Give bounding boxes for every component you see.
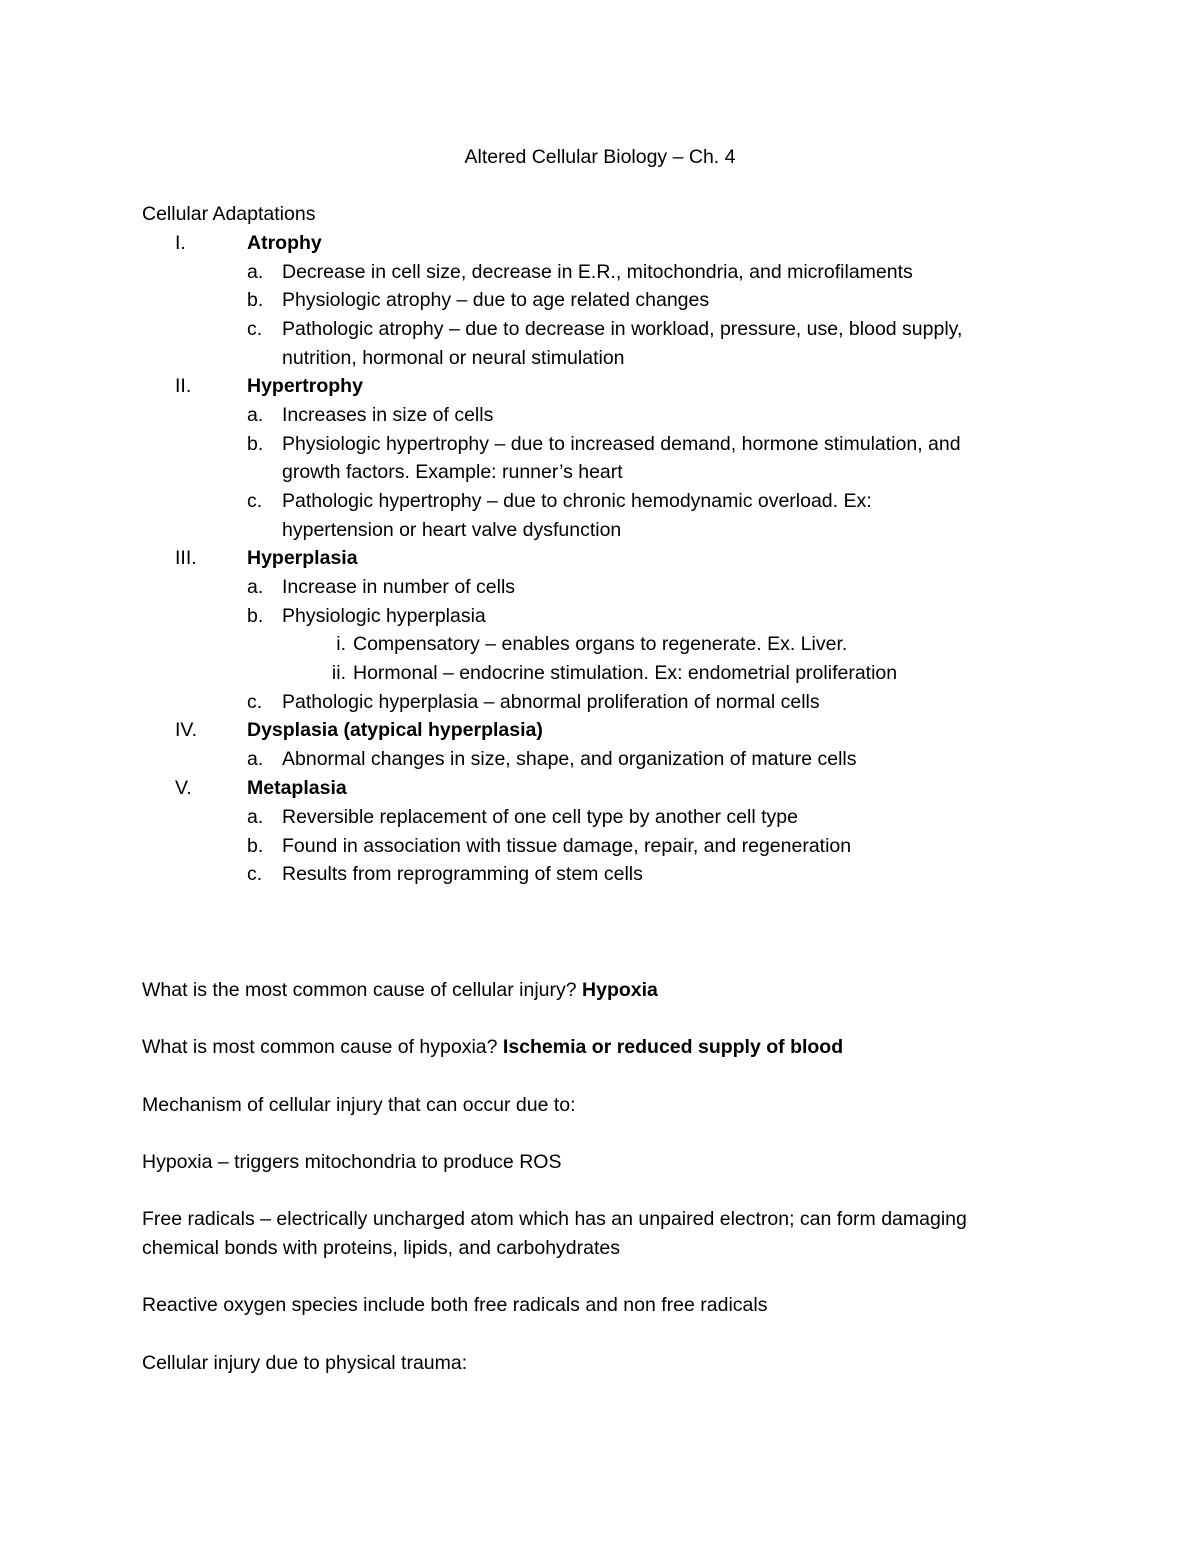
outline-heading: Atrophy (247, 232, 322, 254)
outline-item-text: Decrease in cell size, decrease in E.R., mitochondria, and microfilaments (282, 261, 913, 283)
outline-subitem-numeral: i. (336, 633, 346, 655)
ros-line: Reactive oxygen species include both free radicals and non free radicals (142, 1294, 768, 1316)
outline-numeral: I. (175, 232, 186, 254)
outline-subitem-text: Hormonal – endocrine stimulation. Ex: endometrial proliferation (353, 662, 898, 684)
outline-item-text: Increases in size of cells (282, 404, 494, 426)
outline-item-letter: c. (247, 691, 263, 713)
outline-item-text: Pathologic atrophy – due to decrease in workload, pressure, use, blood supply, (282, 318, 963, 340)
outline-item-text: Results from reprogramming of stem cells (282, 863, 643, 885)
outline-item-letter: a. (247, 806, 264, 828)
outline-item-text: Pathologic hypertrophy – due to chronic hemodynamic overload. Ex: (282, 490, 872, 512)
qa-line (142, 976, 658, 1004)
outline-item-text: growth factors. Example: runner’s heart (282, 461, 623, 483)
outline-item-letter: c. (247, 490, 263, 512)
outline-item-text: Reversible replacement of one cell type by another cell type (282, 806, 798, 828)
outline-item-letter: a. (247, 404, 264, 426)
outline-numeral: III. (175, 547, 197, 569)
outline-item-letter: b. (247, 835, 264, 857)
free-radicals-line: Free radicals – electrically uncharged atom which has an unpaired electron; can form damaging (142, 1208, 967, 1230)
outline-numeral: II. (175, 375, 192, 397)
outline-subitem-text: Compensatory – enables organs to regenerate. Ex. Liver. (353, 633, 848, 655)
section-heading: Cellular Adaptations (142, 203, 316, 225)
outline-item-letter: a. (247, 748, 264, 770)
outline-item-text: Physiologic hyperplasia (282, 605, 486, 627)
outline-heading: Hypertrophy (247, 375, 363, 397)
outline-item-text: Pathologic hyperplasia – abnormal proliferation of normal cells (282, 691, 820, 713)
outline-subitem-numeral: ii. (331, 662, 346, 684)
qa-line (142, 1033, 843, 1061)
outline-item-letter: c. (247, 318, 263, 340)
outline-heading: Hyperplasia (247, 547, 358, 569)
outline-item-text: Increase in number of cells (282, 576, 516, 598)
outline-item-text: Physiologic atrophy – due to age related changes (282, 289, 710, 311)
outline-heading: Dysplasia (atypical hyperplasia) (247, 719, 543, 741)
outline-item-letter: a. (247, 261, 264, 283)
outline-item-text: nutrition, hormonal or neural stimulation (282, 347, 625, 369)
qa-answer: Hypoxia (582, 979, 658, 1001)
outline-item-text: Found in association with tissue damage, repair, and regeneration (282, 835, 852, 857)
outline-item-letter: c. (247, 863, 263, 885)
qa-question: What is the most common cause of cellular injury? (142, 979, 583, 1001)
outline-heading: Metaplasia (247, 777, 347, 799)
page-title: Altered Cellular Biology – Ch. 4 (464, 146, 736, 168)
outline-numeral: V. (175, 777, 192, 799)
outline-numeral: IV. (175, 719, 198, 741)
trauma-line: Cellular injury due to physical trauma: (142, 1352, 468, 1374)
outline-item-letter: b. (247, 433, 264, 455)
qa-answer: Ischemia or reduced supply of blood (502, 1036, 844, 1058)
outline-item-text: Physiologic hypertrophy – due to increased demand, hormone stimulation, and (282, 433, 961, 455)
free-radicals-line: chemical bonds with proteins, lipids, and carbohydrates (142, 1237, 621, 1259)
mechanism-intro: Mechanism of cellular injury that can occur due to: (142, 1094, 576, 1116)
outline-item-letter: b. (247, 605, 264, 627)
outline-item-letter: b. (247, 289, 264, 311)
outline-item-letter: a. (247, 576, 264, 598)
hypoxia-line: Hypoxia – triggers mitochondria to produce ROS (142, 1151, 562, 1173)
outline-item-text: hypertension or heart valve dysfunction (282, 519, 622, 541)
outline-item-text: Abnormal changes in size, shape, and organization of mature cells (282, 748, 857, 770)
qa-question: What is most common cause of hypoxia? (142, 1036, 503, 1058)
